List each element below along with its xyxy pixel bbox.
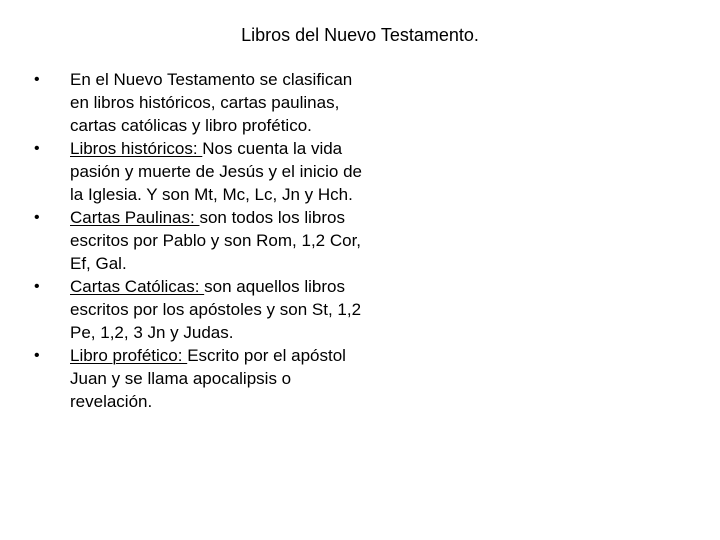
bullet-list xyxy=(34,68,364,413)
bullet-icon: • xyxy=(34,347,40,364)
bullet-lead: Libros históricos: xyxy=(70,139,203,158)
bullet-text: son todos los libros escritos por Pablo y son Rom, 1,2 Cor, Ef, Gal. xyxy=(70,208,362,273)
bullet-item-libros-historicos xyxy=(34,137,364,206)
bullet-lead: Libro profético: xyxy=(70,346,188,365)
bullet-lead: En el Nuevo Testamento xyxy=(70,70,255,89)
bullet-item-nuevo-testamento xyxy=(34,68,364,137)
bullet-item-cartas-catolicas xyxy=(34,275,364,344)
bullet-item-cartas-paulinas xyxy=(34,206,364,275)
bullet-icon: • xyxy=(34,71,40,88)
bullet-text: Escrito por el apóstol Juan y se llama apocalipsis o revelación. xyxy=(70,346,346,411)
bullet-lead: Cartas Católicas: xyxy=(70,277,205,296)
bullet-text: se clasifican en libros históricos, cartas paulinas, cartas católicas y libro profético. xyxy=(70,70,353,135)
bullet-text: Nos cuenta la vida pasión y muerte de Jesús y el inicio de la Iglesia. Y son Mt, Mc, Lc, Jn y Hch. xyxy=(70,139,362,204)
slide-title: Libros del Nuevo Testamento. xyxy=(241,25,479,45)
bullet-icon: • xyxy=(34,140,40,157)
bullet-icon: • xyxy=(34,209,40,226)
bullet-icon: • xyxy=(34,278,40,295)
bullet-lead: Cartas Paulinas: xyxy=(70,208,200,227)
bullet-item-libro-profetico xyxy=(34,344,364,413)
bullet-text: son aquellos libros escritos por los apóstoles y son St, 1,2 Pe, 1,2, 3 Jn y Judas. xyxy=(70,277,362,342)
